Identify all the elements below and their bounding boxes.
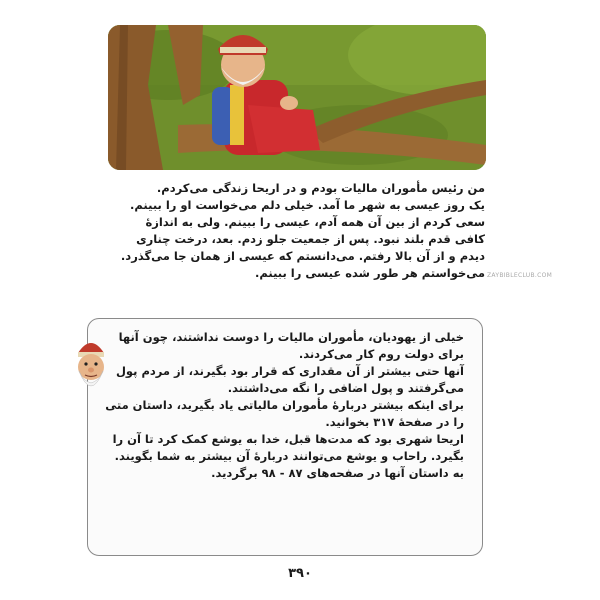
story-text (118, 180, 485, 282)
page-number: ۳۹۰ (288, 566, 312, 581)
info-paragraph: آنها حتی بیشتر از آن مقداری که قرار بود بگیرند، از مردم پول می‌گرفتند و پول اضافی را نگه می‌داشتند. (115, 364, 464, 395)
info-box (87, 318, 483, 556)
watermark-text: ZAYBIBLECLUB.COM (487, 272, 553, 279)
info-paragraph: برای اینکه بیشتر دربارهٔ مأموران مالیاتی یاد بگیرید، داستان متی را در صفحهٔ ۳۱۷ بخوانید. (105, 398, 464, 429)
zacchaeus-in-tree-illustration (108, 25, 486, 170)
bearded-man-face-icon (74, 335, 108, 399)
info-box-text (104, 329, 464, 482)
story-paragraph: یک روز عیسی به شهر ما آمد. خیلی دلم می‌خواست او را ببینم. سعی کردم از بین آن همه آدم، عیسی را ببینم. ولی به اندازهٔ کافی قدم بلند نبود. پس از جمعیت جلو زدم. بعد، درخت چناری دیدم و از آن بالا رفتم. می‌دانستم که عیسی از همان جا می‌گذرد. می‌خواستم هر طور شده عیسی را ببینم. (120, 198, 485, 280)
info-paragraph: خیلی از یهودیان، مأموران مالیات را دوست نداشتند، چون آنها برای دولت روم کار می‌کردند. (118, 330, 464, 361)
story-paragraph: من رئیس مأموران مالیات بودم و در اریحا زندگی می‌کردم. (156, 181, 485, 195)
info-paragraph: اریحا شهری بود که مدت‌ها قبل، خدا به یوشع کمک کرد تا آن را بگیرد. راحاب و یوشع می‌توانند دربارهٔ آن بیشتر به شما بگویند. به داستان آنها در صفحه‌های ۸۷ - ۹۸ برگردید. (112, 432, 464, 480)
